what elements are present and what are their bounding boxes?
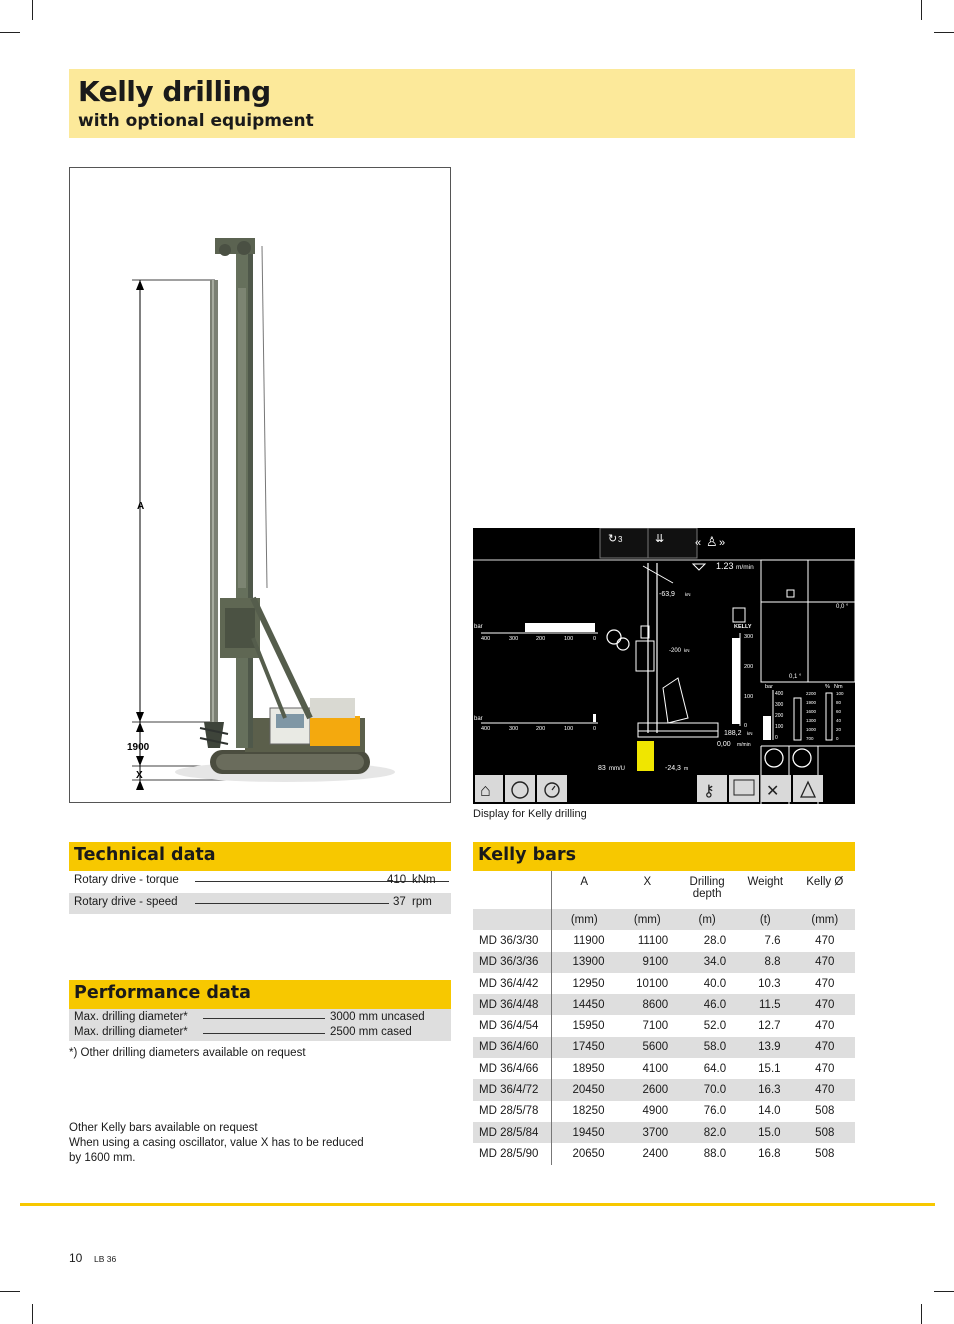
tech-value: 410 [387,874,407,886]
table-cell: 16.8 [758,1147,781,1160]
table-cell: 2600 [642,1084,669,1097]
display-graphic [473,528,855,804]
retract-icon: « [695,537,702,549]
note-line: Other Kelly bars available on request [69,1122,258,1134]
table-cell: 46.0 [703,998,727,1011]
table-cell: 470 [815,998,835,1011]
table-row [473,1143,855,1164]
force-unit: kN [685,592,691,597]
table-row [473,1101,855,1122]
performance-data-title: Performance data [74,983,251,1003]
table-row-name: MD 36/4/48 [473,994,552,1015]
table-cell: 8600 [642,998,669,1011]
table-cell: 70.0 [703,1084,727,1097]
table-header-cell: A [580,876,589,888]
table-cell: (mm) [811,913,839,926]
bar-tick: 0 [593,726,597,732]
feed-value: 83 [598,765,606,772]
g2-tick: 700 [806,736,814,741]
table-header-cell: Drilling depth [689,876,725,900]
dim-1900-label: 1900 [127,742,150,753]
table-row [473,1122,855,1143]
leader-line [195,903,389,904]
table-row [473,1058,855,1079]
bar-tick: 200 [536,636,546,642]
table-cell: 7.6 [764,934,781,947]
clamp-icon: ⇊ [655,533,665,545]
table-row-name: MD 36/4/54 [473,1015,552,1036]
table-row-name: MD 28/5/90 [473,1143,552,1164]
force-top: -63,9 [659,591,675,598]
tech-unit: rpm [412,896,432,908]
bar-tick: 100 [564,636,574,642]
technical-data-header [69,842,451,871]
crop-mark [934,1291,954,1292]
notes [69,1121,364,1166]
bar-tick: 300 [509,636,519,642]
table-cell: 20650 [572,1147,605,1160]
table-cell: 14.0 [758,1105,781,1118]
table-row [473,994,855,1015]
table-cell: 508 [815,1126,835,1139]
crop-mark [934,32,954,33]
tech-row [69,871,451,892]
table-cell: 508 [815,1105,835,1118]
performance-footnote: *) Other drilling diameters available on request [69,1047,306,1059]
table-cell: 18250 [572,1105,605,1118]
table-row-name: MD 28/5/78 [473,1101,552,1122]
table-cell: 12.7 [758,1020,781,1033]
load-unit: kN [747,731,753,736]
warnings-button[interactable] [793,775,823,802]
tech-unit: kNm [412,874,436,886]
table-cell: 10100 [636,977,669,990]
table-cell: (m) [698,913,716,926]
perf-row [69,1008,451,1024]
title-band [69,69,855,138]
table-row-name: MD 36/4/66 [473,1058,552,1079]
bar-tick: 300 [509,726,519,732]
table-row [473,1015,855,1036]
bar-tick: 0 [593,636,597,642]
leader-line [195,881,449,882]
note-line: by 1600 mm. [69,1152,136,1164]
table-row [473,952,855,973]
table-cell [473,909,552,930]
table-cell: 17450 [572,1041,605,1054]
table-cell: 470 [815,977,835,990]
table-cell: 34.0 [703,956,727,969]
tech-label: Rotary drive - torque [74,874,179,886]
table-cell: 76.0 [703,1105,727,1118]
drilling-rig-illustration [70,168,450,802]
perf-value: 2500 mm cased [330,1026,412,1038]
table-cell: 470 [815,934,835,947]
crop-mark [921,1304,922,1324]
technical-data-title: Technical data [74,845,216,865]
bar-tick: 400 [481,726,491,732]
tech-value: 37 [393,896,406,908]
gear-number: 3 [618,535,623,544]
table-cell: 82.0 [703,1126,727,1139]
table-cell: 4900 [642,1105,669,1118]
layout-button[interactable] [729,775,759,802]
load-value: 188,2 [724,730,742,737]
page-subtitle: with optional equipment [78,111,314,131]
table-cell: 3700 [642,1126,669,1139]
feed-unit: mm/U [609,766,625,772]
table-cell: 5600 [642,1041,669,1054]
g3-tick: 60 [836,709,842,714]
dim-a-label: A [137,501,145,512]
performance-data-header [69,980,451,1009]
bar-tick: 100 [564,726,574,732]
table-row-name: MD 36/4/72 [473,1079,552,1100]
footer-rule [20,1203,935,1206]
g3-tick: 40 [836,718,842,723]
table-cell: 9100 [642,956,669,969]
table-row [473,1037,855,1058]
kelly-display-screen [473,528,855,804]
tech-label: Rotary drive - speed [74,896,178,908]
g1-tick: 100 [775,724,784,730]
perf-label: Max. drilling diameter* [74,1011,188,1023]
bar-tick: 200 [536,726,546,732]
g3-tick: 0 [836,736,839,741]
table-units-row [473,909,855,930]
crop-mark [32,0,33,20]
table-cell: (mm) [633,913,661,926]
table-row-name: MD 36/3/30 [473,930,552,951]
display-caption: Display for Kelly drilling [473,808,587,820]
extend-icon: » [719,537,726,549]
table-row-name: MD 28/5/84 [473,1122,552,1143]
service-button[interactable] [761,775,791,802]
kelly-tick: 200 [744,664,754,670]
incl-y: 0,1 ° [789,674,802,680]
dim-x-label: X [136,770,143,781]
table-row [473,973,855,994]
crop-mark [921,0,922,20]
page-title: Kelly drilling [78,75,271,108]
tech-row [69,893,451,914]
table-cell: 13.9 [758,1041,781,1054]
table-cell: 470 [815,1020,835,1033]
table-cell: 4100 [642,1062,669,1075]
rate-unit: m/min [737,742,751,748]
kelly-table-body [473,930,855,1164]
table-cell: 64.0 [703,1062,727,1075]
table-header-cell [473,871,552,909]
model-tag: LB 36 [94,1254,117,1264]
crop-mark [32,1304,33,1324]
operator-icon: ♙ [706,534,718,549]
depth-value: -24,3 [665,765,681,772]
table-cell: 12950 [572,977,605,990]
machine-figure [69,167,451,803]
table-cell: 470 [815,1084,835,1097]
kelly-label: KELLY [734,624,752,630]
kelly-tick: 0 [744,723,748,729]
incl-x: 0,0 ° [836,604,849,610]
crop-mark [0,32,20,33]
table-cell: 11900 [573,934,605,947]
table-header-row [473,871,855,909]
tools-icon: ✕ [766,783,780,800]
g3-tick: 20 [836,727,842,732]
key-icon: ⚷ [703,783,715,800]
g1-tick: 400 [775,691,784,697]
table-cell: 15.1 [758,1062,781,1075]
table-row-name: MD 36/4/60 [473,1037,552,1058]
perf-label: Max. drilling diameter* [74,1026,188,1038]
g3-tick: 80 [836,700,842,705]
table-cell: 28.0 [703,934,727,947]
table-row [473,930,855,951]
g2-tick: 1900 [806,700,817,705]
gauge-nm-label: Nm [834,684,843,690]
home-button[interactable] [475,775,503,802]
g2-tick: 1000 [806,727,817,732]
key-button[interactable] [697,775,727,802]
table-cell: 18950 [572,1062,605,1075]
table-cell: 16.3 [758,1084,781,1097]
page-number: 10 [69,1251,83,1265]
bar-label-top: bar [474,624,483,630]
table-cell: 19450 [572,1126,605,1139]
force-unit: kN [684,648,690,653]
table-header-cell: Kelly Ø [806,876,844,888]
table-cell: 11100 [637,934,669,947]
perf-value: 3000 mm uncased [330,1011,425,1023]
table-cell: 52.0 [703,1020,727,1033]
home-icon: ⌂ [480,780,491,800]
gauge-pct-label: % [825,684,830,690]
table-cell: 11.5 [759,998,781,1011]
speed-value: 1.23 [716,561,734,571]
kelly-tick: 100 [744,694,754,700]
table-cell: 10.3 [758,977,781,990]
table-cell: 58.0 [703,1041,727,1054]
g3-tick: 100 [836,691,844,696]
table-cell: 470 [815,1041,835,1054]
speed-unit: m/min [736,564,754,571]
kelly-tick: 300 [744,634,754,640]
leader-line [203,1033,325,1034]
table-cell: 508 [815,1147,835,1160]
depth-unit: m [684,766,689,772]
table-cell: 7100 [642,1020,669,1033]
gauge-bar-label: bar [765,684,773,690]
table-cell: 88.0 [703,1147,727,1160]
timer-button[interactable] [537,775,567,802]
table-cell: 40.0 [703,977,727,990]
bar-label-bottom: bar [474,716,483,722]
rate-value: 0,00 [717,741,731,748]
g1-tick: 200 [775,713,784,719]
kelly-bars-table [473,871,855,1165]
leader-line [203,1018,325,1019]
note-line: When using a casing oscillator, value X has to be reduced [69,1137,364,1149]
table-cell: (mm) [570,913,598,926]
rotation-icon: ↻ [608,533,618,545]
table-cell: 14450 [572,998,605,1011]
table-cell: 8.8 [764,956,781,969]
table-cell: 470 [815,1062,835,1075]
kelly-bars-header [473,842,855,871]
drill-tool-button[interactable] [505,775,535,802]
table-cell: 470 [815,956,835,969]
g1-tick: 300 [775,702,784,708]
bar-tick: 400 [481,636,491,642]
perf-row [69,1023,451,1039]
table-cell: 2400 [642,1147,669,1160]
table-cell: 15.0 [758,1126,781,1139]
g2-tick: 1600 [806,709,817,714]
kelly-bars-title: Kelly bars [478,845,577,865]
table-cell: 13900 [572,956,605,969]
table-row [473,1079,855,1100]
crop-mark [0,1291,20,1292]
g2-tick: 2200 [806,691,817,696]
g1-tick: 0 [775,735,778,741]
force-mid: -200 [669,648,682,654]
g2-tick: 1300 [806,718,817,723]
table-row-name: MD 36/3/36 [473,952,552,973]
table-cell: (t) [759,913,771,926]
table-header-cell: Weight [747,876,784,888]
table-cell: 15950 [572,1020,605,1033]
table-cell: 20450 [572,1084,605,1097]
table-row-name: MD 36/4/42 [473,973,552,994]
table-header-cell: X [643,876,652,888]
